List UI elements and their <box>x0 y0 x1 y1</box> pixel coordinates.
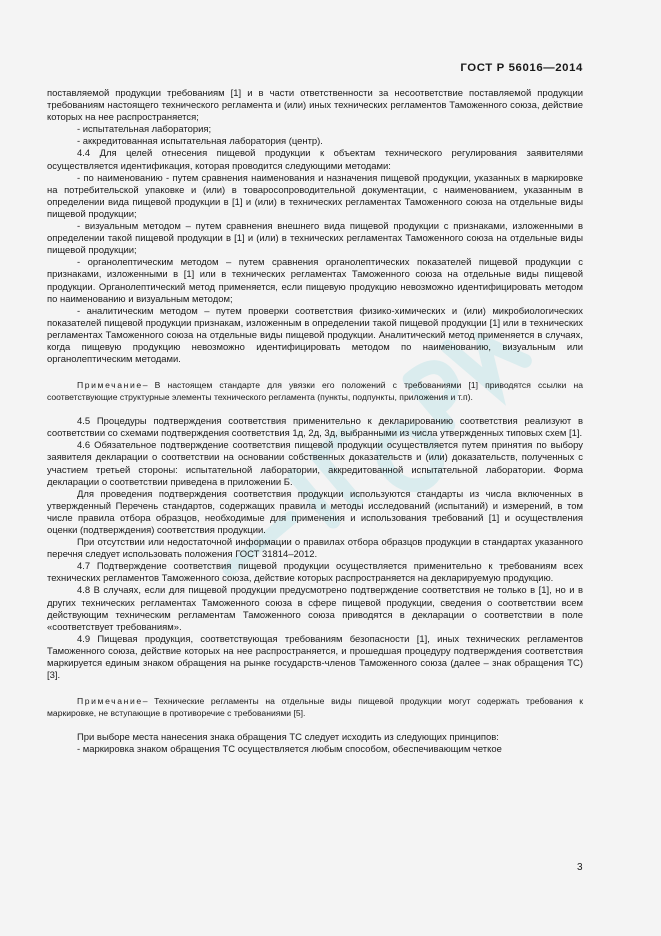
list-item: - аккредитованная испытательная лаборатория (центр). <box>77 136 323 148</box>
note-text: – Технические регламенты на отдельные виды пищевой продукции могут содержать требования к маркировке, не вступающие в противоречие с требованиями [5]. <box>47 696 583 719</box>
clause-4-6: 4.6 Обязательное подтверждение соответствия пищевой продукции осуществляется путем принятия по выбору заявителя декларации о соответствии на основании собственных доказательств и (или) доказательств, полученных с участием третьей стороны: испытательной лаборатории, аккредитованной испытательной лаборатории. Форма декларации о соответствии приведена в приложении Б. <box>47 440 583 488</box>
clause-4-8: 4.8 В случаях, если для пищевой продукции предусмотрено подтверждение соответствия не только в [1], но и в других технических регламентах Таможенного союза в сфере пищевой продукции, сведения о соответствии всем действующим техническим регламентам Таможенного союза приводятся в декларации о соответствии в поле «соответствует требованиям». <box>47 585 583 633</box>
paragraph: Для проведения подтверждения соответствия продукции используются стандарты из числа включенных в утвержденный Перечень стандартов, содержащих правила и методы исследований (испытаний) и измерений, в том числе правила отбора образцов, необходимые для применения и использования требований [1] и осуществления оценки (подтверждения) соответствия продукции. <box>47 488 583 536</box>
page-number: 3 <box>577 862 583 873</box>
paragraph: При выборе места нанесения знака обращения ТС следует исходить из следующих принципов: <box>77 732 499 744</box>
paragraph: поставляемой продукции требованиям [1] и в части ответственности за несоответствие поставляемой продукции требованиям настоящего технического регламента и (или) иных технических регламентов Таможенного союза, действие которых на нее распространяется; <box>47 88 583 124</box>
list-item: - испытательная лаборатория; <box>77 124 212 136</box>
method-visual: - визуальным методом – путем сравнения внешнего вида пищевой продукции с признаками, изложенными в определении такой пищевой продукции в [1] и (или) в технических регламентах Таможенного союза на отдельные виды пищевой продукции; <box>47 221 583 257</box>
clause-4-5: 4.5 Процедуры подтверждения соответствия применительно к декларированию соответствия реализуют в соответствии со схемами подтверждения соответствия 1д, 2д, 3д, выбранными из числа утвержденных типовых схем [1]. <box>47 416 583 440</box>
method-by-name: - по наименованию - путем сравнения наименования и назначения пищевой продукции, указанных в маркировке на потребительской упаковке и (или) в товаросопроводительной документации, с наименованием, указанным в определении вида пищевой продукции в [1] и (или) в технических регламентах Таможенного союза на отдельные виды пищевой продукции; <box>47 172 583 220</box>
note-label: Примечание <box>77 696 143 707</box>
clause-4-9: 4.9 Пищевая продукция, соответствующая требованиям безопасности [1], иных технических регламентов Таможенного союза, действие которых на нее распространяется, и прошедшая процедуру подтверждения соответствия маркируется единым знаком обращения на рынке государств-членов Таможенного союза (далее – знак обращения ТС) [3]. <box>47 633 583 682</box>
clause-4-7: 4.7 Подтверждение соответствия пищевой продукции осуществляется применительно к требованиям всех технических регламентов Таможенного союза, действие которых распространяется на декларируемую продукцию. <box>47 561 583 585</box>
paragraph: При отсутствии или недостаточной информации о правилах отбора образцов продукции в стандартах указанного перечня следует использовать положения ГОСТ 31814–2012. <box>47 537 583 561</box>
note-2 <box>47 695 583 719</box>
method-organoleptic: - органолептическим методом – путем сравнения органолептических показателей пищевой продукции с признаками, изложенными в [1] или в технических регламентах Таможенного союза на отдельные виды пищевой продукции. Органолептический метод применяется, если пищевую продукцию невозможно идентифицировать методом по наименованию и визуальным методом; <box>47 257 583 305</box>
running-header: ГОСТ Р 56016—2014 <box>460 62 583 74</box>
note-text: – В настоящем стандарте для увязки его положений с требованиями [1] приводятся ссылки на соответствующие структурные элементы технического регламента (пункты, подпункты, приложения и т.п). <box>47 380 583 403</box>
list-item: - маркировка знаком обращения ТС осуществляется любым способом, обеспечивающим четкое <box>77 744 502 756</box>
clause-4-4: 4.4 Для целей отнесения пищевой продукции к объектам технического регулирования заявителями осуществляется идентификация, которая проводится следующими методами: <box>47 148 583 172</box>
method-analytical: - аналитическим методом – путем проверки соответствия физико-химических и (или) микробиологических показателей пищевой продукции признакам, изложенным в определении такой пищевой продукции [1] или в технических регламентах Таможенного союза на отдельные виды пищевой продукции. Аналитический метод применяется в случаях, когда пищевую продукцию невозможно идентифицировать методом по наименованию, визуальным или органолептическим методами. <box>47 305 583 366</box>
note-1 <box>47 379 583 403</box>
document-body <box>47 88 583 756</box>
note-label: Примечание <box>77 380 143 391</box>
